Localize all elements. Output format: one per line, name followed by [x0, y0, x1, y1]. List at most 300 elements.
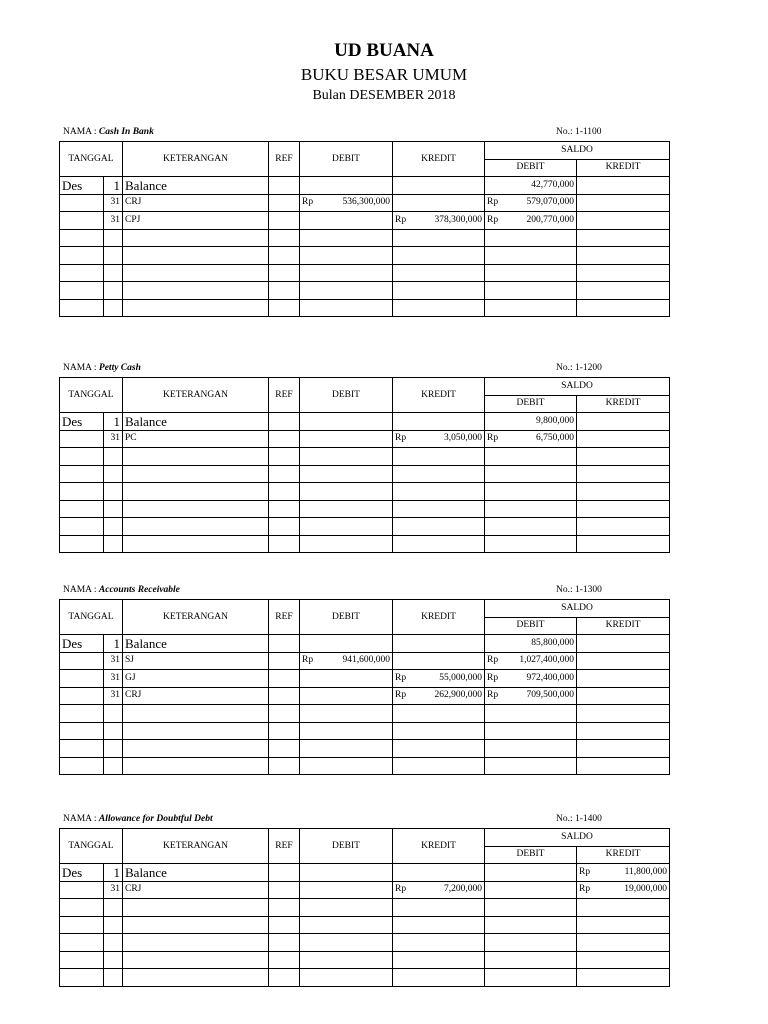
- empty-row: [60, 229, 670, 247]
- empty-cell: [393, 740, 485, 758]
- account-number: [556, 585, 602, 595]
- balance-description: Balance: [123, 177, 269, 195]
- amount: 11,800,000: [624, 866, 668, 877]
- empty-cell: [577, 535, 670, 553]
- empty-row: [60, 264, 670, 282]
- saldo-kredit-cell: [577, 670, 670, 688]
- account-number-label: No.:: [556, 585, 575, 595]
- empty-row: [60, 969, 670, 987]
- empty-cell: [485, 500, 577, 518]
- kredit-cell: [393, 430, 485, 448]
- empty-cell: [393, 247, 485, 265]
- empty-cell: [393, 500, 485, 518]
- balance-month: Des: [60, 177, 104, 195]
- empty-row: [60, 535, 670, 553]
- saldo-debit-cell: [485, 687, 577, 705]
- date-day: 31: [104, 212, 123, 230]
- empty-cell: [123, 500, 269, 518]
- empty-row: [60, 899, 670, 917]
- col-keterangan: KETERANGAN: [123, 829, 269, 864]
- amount: 19,000,000: [624, 884, 668, 895]
- empty-cell: [577, 951, 670, 969]
- empty-cell: [577, 247, 670, 265]
- transaction-row: [60, 652, 670, 670]
- currency-label: Rp: [487, 690, 499, 701]
- empty-cell: [123, 916, 269, 934]
- account-number: [556, 363, 602, 373]
- balance-day: 1: [104, 864, 123, 882]
- empty-cell: [300, 465, 393, 483]
- empty-cell: [300, 483, 393, 501]
- header-row: [60, 142, 670, 160]
- col-ref: REF: [269, 600, 300, 635]
- empty-cell: [269, 951, 300, 969]
- transaction-row: [60, 212, 670, 230]
- description: SJ: [123, 652, 269, 670]
- empty-cell: [393, 535, 485, 553]
- empty-cell: [60, 299, 104, 317]
- empty-cell: [577, 899, 670, 917]
- empty-cell: [123, 722, 269, 740]
- account-name: [63, 127, 154, 137]
- empty-cell: [577, 969, 670, 987]
- empty-cell: [300, 264, 393, 282]
- account-name: [63, 814, 213, 824]
- col-saldo: SALDO: [485, 378, 670, 396]
- document-title: BUKU BESAR UMUM: [300, 65, 468, 84]
- date-day: 31: [104, 670, 123, 688]
- currency-label: Rp: [579, 884, 591, 895]
- saldo-debit-cell: [485, 881, 577, 899]
- amount: 941,600,000: [342, 655, 390, 666]
- debit-cell: [300, 212, 393, 230]
- empty-cell: [577, 916, 670, 934]
- col-debit: DEBIT: [300, 142, 393, 177]
- debit-cell-value: [302, 653, 390, 668]
- empty-cell: [300, 247, 393, 265]
- empty-cell: [123, 705, 269, 723]
- transaction-row: [60, 194, 670, 212]
- empty-row: [60, 951, 670, 969]
- empty-cell: [300, 916, 393, 934]
- empty-cell: [123, 229, 269, 247]
- empty-cell: [485, 264, 577, 282]
- col-tanggal: TANGGAL: [60, 378, 123, 413]
- col-tanggal: TANGGAL: [60, 829, 123, 864]
- empty-cell: [577, 448, 670, 466]
- ref-cell: [269, 670, 300, 688]
- empty-cell: [123, 282, 269, 300]
- currency-label: Rp: [395, 884, 407, 895]
- debit-cell: [300, 881, 393, 899]
- account-number: [556, 814, 602, 824]
- empty-row: [60, 518, 670, 536]
- saldo-debit-cell: 42,770,000: [485, 177, 577, 195]
- kredit-cell-value: [395, 688, 482, 703]
- empty-row: [60, 282, 670, 300]
- ref-cell: [269, 194, 300, 212]
- ref-cell: [269, 212, 300, 230]
- kredit-cell: [393, 687, 485, 705]
- empty-cell: [300, 535, 393, 553]
- empty-cell: [60, 705, 104, 723]
- empty-cell: [104, 247, 123, 265]
- saldo-kredit-cell: [577, 635, 670, 653]
- empty-cell: [485, 705, 577, 723]
- ref-cell: [269, 864, 300, 882]
- empty-cell: [104, 465, 123, 483]
- date-day: 31: [104, 881, 123, 899]
- saldo-debit-cell-value: [487, 213, 574, 228]
- ledger-account: [59, 363, 669, 553]
- empty-cell: [60, 229, 104, 247]
- empty-cell: [104, 934, 123, 952]
- empty-cell: [485, 299, 577, 317]
- saldo-debit-cell: [485, 194, 577, 212]
- col-kredit: KREDIT: [393, 378, 485, 413]
- empty-cell: [104, 969, 123, 987]
- empty-cell: [393, 916, 485, 934]
- date-day: 31: [104, 194, 123, 212]
- empty-cell: [104, 740, 123, 758]
- empty-cell: [300, 757, 393, 775]
- col-saldo: SALDO: [485, 142, 670, 160]
- ref-cell: [269, 687, 300, 705]
- description: CRJ: [123, 687, 269, 705]
- col-saldo-debit: DEBIT: [485, 395, 577, 413]
- col-saldo-kredit: KREDIT: [577, 159, 670, 177]
- saldo-debit-cell: [485, 430, 577, 448]
- empty-cell: [60, 969, 104, 987]
- empty-cell: [269, 500, 300, 518]
- currency-label: Rp: [487, 214, 499, 225]
- empty-cell: [60, 951, 104, 969]
- col-debit: DEBIT: [300, 378, 393, 413]
- ledger-table: [59, 828, 670, 987]
- account-name: [63, 363, 141, 373]
- empty-cell: [300, 518, 393, 536]
- saldo-debit-cell-value: [487, 671, 574, 686]
- account-name-value: Cash In Bank: [98, 127, 154, 137]
- empty-cell: [577, 518, 670, 536]
- saldo-debit-cell-value: [487, 653, 574, 668]
- saldo-kredit-cell: [577, 212, 670, 230]
- empty-row: [60, 299, 670, 317]
- empty-cell: [393, 969, 485, 987]
- amount: 579,070,000: [526, 197, 574, 208]
- saldo-kredit-cell: [577, 864, 670, 882]
- saldo-kredit-cell: [577, 413, 670, 431]
- empty-cell: [393, 518, 485, 536]
- empty-cell: [269, 916, 300, 934]
- debit-cell: [300, 177, 393, 195]
- empty-cell: [393, 282, 485, 300]
- account-name: [63, 585, 180, 595]
- empty-cell: [60, 757, 104, 775]
- amount: 378,300,000: [434, 214, 482, 225]
- account-name-value: Allowance for Doubtful Debt: [98, 814, 213, 824]
- empty-cell: [60, 722, 104, 740]
- kredit-cell: [393, 177, 485, 195]
- empty-cell: [60, 448, 104, 466]
- ledger-table: [59, 141, 670, 317]
- amount: 536,300,000: [342, 197, 390, 208]
- empty-cell: [60, 535, 104, 553]
- empty-cell: [485, 722, 577, 740]
- empty-cell: [485, 247, 577, 265]
- balance-row: [60, 177, 670, 195]
- empty-cell: [60, 483, 104, 501]
- empty-cell: [269, 448, 300, 466]
- kredit-cell: [393, 864, 485, 882]
- saldo-kredit-cell: [577, 430, 670, 448]
- saldo-debit-cell: [485, 652, 577, 670]
- amount: 709,500,000: [526, 690, 574, 701]
- empty-cell: [104, 299, 123, 317]
- empty-cell: [104, 448, 123, 466]
- saldo-debit-cell: [485, 864, 577, 882]
- account-number-value: 1-1100: [575, 127, 602, 137]
- empty-cell: [269, 969, 300, 987]
- amount: 262,900,000: [434, 690, 482, 701]
- account-name-label: NAMA :: [63, 363, 99, 373]
- empty-cell: [577, 483, 670, 501]
- amount: 1,027,400,000: [519, 655, 574, 666]
- empty-cell: [123, 448, 269, 466]
- empty-row: [60, 705, 670, 723]
- empty-cell: [269, 899, 300, 917]
- empty-cell: [485, 448, 577, 466]
- date-month: [60, 881, 104, 899]
- empty-cell: [393, 705, 485, 723]
- empty-cell: [60, 899, 104, 917]
- empty-cell: [577, 500, 670, 518]
- col-debit: DEBIT: [300, 829, 393, 864]
- date-month: [60, 212, 104, 230]
- col-tanggal: TANGGAL: [60, 600, 123, 635]
- col-saldo: SALDO: [485, 829, 670, 847]
- currency-label: Rp: [487, 655, 499, 666]
- ref-cell: [269, 430, 300, 448]
- empty-cell: [123, 483, 269, 501]
- ledger-account: [59, 814, 669, 987]
- empty-cell: [300, 448, 393, 466]
- col-saldo-debit: DEBIT: [485, 617, 577, 635]
- empty-cell: [104, 229, 123, 247]
- debit-cell: [300, 413, 393, 431]
- saldo-debit-cell-value: [487, 431, 574, 446]
- empty-cell: [485, 969, 577, 987]
- empty-row: [60, 500, 670, 518]
- account-meta: [59, 585, 669, 599]
- saldo-kredit-cell-value: [579, 882, 667, 897]
- saldo-debit-cell-value: [487, 195, 574, 210]
- col-keterangan: KETERANGAN: [123, 378, 269, 413]
- ref-cell: [269, 413, 300, 431]
- col-kredit: KREDIT: [393, 142, 485, 177]
- empty-cell: [269, 518, 300, 536]
- empty-cell: [269, 705, 300, 723]
- empty-cell: [393, 722, 485, 740]
- empty-cell: [485, 740, 577, 758]
- empty-row: [60, 247, 670, 265]
- kredit-cell-value: [395, 213, 482, 228]
- debit-cell: [300, 687, 393, 705]
- description: CRJ: [123, 194, 269, 212]
- empty-cell: [300, 722, 393, 740]
- empty-cell: [123, 740, 269, 758]
- currency-label: Rp: [487, 433, 499, 444]
- empty-cell: [269, 465, 300, 483]
- empty-cell: [577, 465, 670, 483]
- empty-cell: [485, 951, 577, 969]
- empty-row: [60, 757, 670, 775]
- account-name-label: NAMA :: [63, 585, 99, 595]
- empty-cell: [123, 757, 269, 775]
- description: GJ: [123, 670, 269, 688]
- debit-cell: [300, 194, 393, 212]
- kredit-cell: [393, 652, 485, 670]
- empty-cell: [485, 229, 577, 247]
- date-month: [60, 194, 104, 212]
- header-row: [60, 600, 670, 618]
- balance-description: Balance: [123, 864, 269, 882]
- col-saldo-debit: DEBIT: [485, 846, 577, 864]
- saldo-kredit-cell: [577, 177, 670, 195]
- transaction-row: [60, 430, 670, 448]
- empty-cell: [393, 264, 485, 282]
- date-month: [60, 652, 104, 670]
- debit-cell: [300, 652, 393, 670]
- empty-cell: [104, 951, 123, 969]
- col-ref: REF: [269, 378, 300, 413]
- saldo-debit-cell: 85,800,000: [485, 635, 577, 653]
- transaction-row: [60, 670, 670, 688]
- empty-cell: [269, 535, 300, 553]
- ref-cell: [269, 177, 300, 195]
- empty-cell: [60, 282, 104, 300]
- empty-cell: [123, 899, 269, 917]
- col-saldo-debit: DEBIT: [485, 159, 577, 177]
- saldo-debit-cell: [485, 212, 577, 230]
- empty-cell: [393, 934, 485, 952]
- empty-cell: [123, 247, 269, 265]
- date-month: [60, 670, 104, 688]
- empty-cell: [577, 934, 670, 952]
- empty-cell: [60, 934, 104, 952]
- empty-cell: [393, 299, 485, 317]
- empty-cell: [60, 740, 104, 758]
- empty-cell: [269, 740, 300, 758]
- account-meta: [59, 814, 669, 828]
- company-name: UD BUANA: [334, 40, 434, 61]
- empty-cell: [577, 722, 670, 740]
- col-ref: REF: [269, 829, 300, 864]
- date-day: 31: [104, 430, 123, 448]
- account-name-label: NAMA :: [63, 127, 99, 137]
- empty-cell: [123, 264, 269, 282]
- description: PC: [123, 430, 269, 448]
- saldo-kredit-cell: [577, 652, 670, 670]
- col-saldo-kredit: KREDIT: [577, 617, 670, 635]
- empty-cell: [60, 247, 104, 265]
- header-row: [60, 378, 670, 396]
- ledger-account: [59, 585, 669, 775]
- empty-cell: [123, 299, 269, 317]
- empty-cell: [300, 299, 393, 317]
- empty-cell: [300, 229, 393, 247]
- balance-row: [60, 635, 670, 653]
- currency-label: Rp: [487, 672, 499, 683]
- balance-day: 1: [104, 635, 123, 653]
- kredit-cell-value: [395, 882, 482, 897]
- currency-label: Rp: [395, 672, 407, 683]
- col-keterangan: KETERANGAN: [123, 142, 269, 177]
- empty-cell: [577, 264, 670, 282]
- debit-cell: [300, 670, 393, 688]
- col-tanggal: TANGGAL: [60, 142, 123, 177]
- header-row: [60, 829, 670, 847]
- transaction-row: [60, 687, 670, 705]
- kredit-cell: [393, 635, 485, 653]
- empty-cell: [269, 722, 300, 740]
- empty-row: [60, 722, 670, 740]
- col-saldo-kredit: KREDIT: [577, 846, 670, 864]
- account-number-label: No.:: [556, 363, 575, 373]
- empty-cell: [577, 705, 670, 723]
- ledger-account: [59, 127, 669, 317]
- empty-row: [60, 916, 670, 934]
- empty-cell: [123, 934, 269, 952]
- empty-cell: [60, 465, 104, 483]
- empty-cell: [60, 518, 104, 536]
- balance-row: [60, 413, 670, 431]
- empty-row: [60, 448, 670, 466]
- saldo-debit-cell-value: [487, 688, 574, 703]
- kredit-cell-value: [395, 671, 482, 686]
- balance-day: 1: [104, 413, 123, 431]
- empty-cell: [300, 705, 393, 723]
- balance-month: Des: [60, 413, 104, 431]
- kredit-cell: [393, 413, 485, 431]
- account-name-label: NAMA :: [63, 814, 99, 824]
- empty-cell: [393, 757, 485, 775]
- currency-label: Rp: [395, 433, 407, 444]
- col-ref: REF: [269, 142, 300, 177]
- saldo-debit-cell: [485, 670, 577, 688]
- empty-cell: [300, 934, 393, 952]
- empty-row: [60, 740, 670, 758]
- ref-cell: [269, 652, 300, 670]
- empty-cell: [123, 951, 269, 969]
- empty-cell: [104, 899, 123, 917]
- balance-description: Balance: [123, 635, 269, 653]
- empty-cell: [300, 969, 393, 987]
- empty-cell: [60, 500, 104, 518]
- empty-cell: [485, 483, 577, 501]
- empty-cell: [269, 247, 300, 265]
- empty-cell: [60, 264, 104, 282]
- amount: 6,750,000: [536, 433, 574, 444]
- balance-month: Des: [60, 864, 104, 882]
- currency-label: Rp: [302, 655, 314, 666]
- empty-cell: [393, 899, 485, 917]
- empty-row: [60, 934, 670, 952]
- balance-day: 1: [104, 177, 123, 195]
- empty-cell: [393, 465, 485, 483]
- empty-cell: [577, 740, 670, 758]
- amount: 7,200,000: [444, 884, 482, 895]
